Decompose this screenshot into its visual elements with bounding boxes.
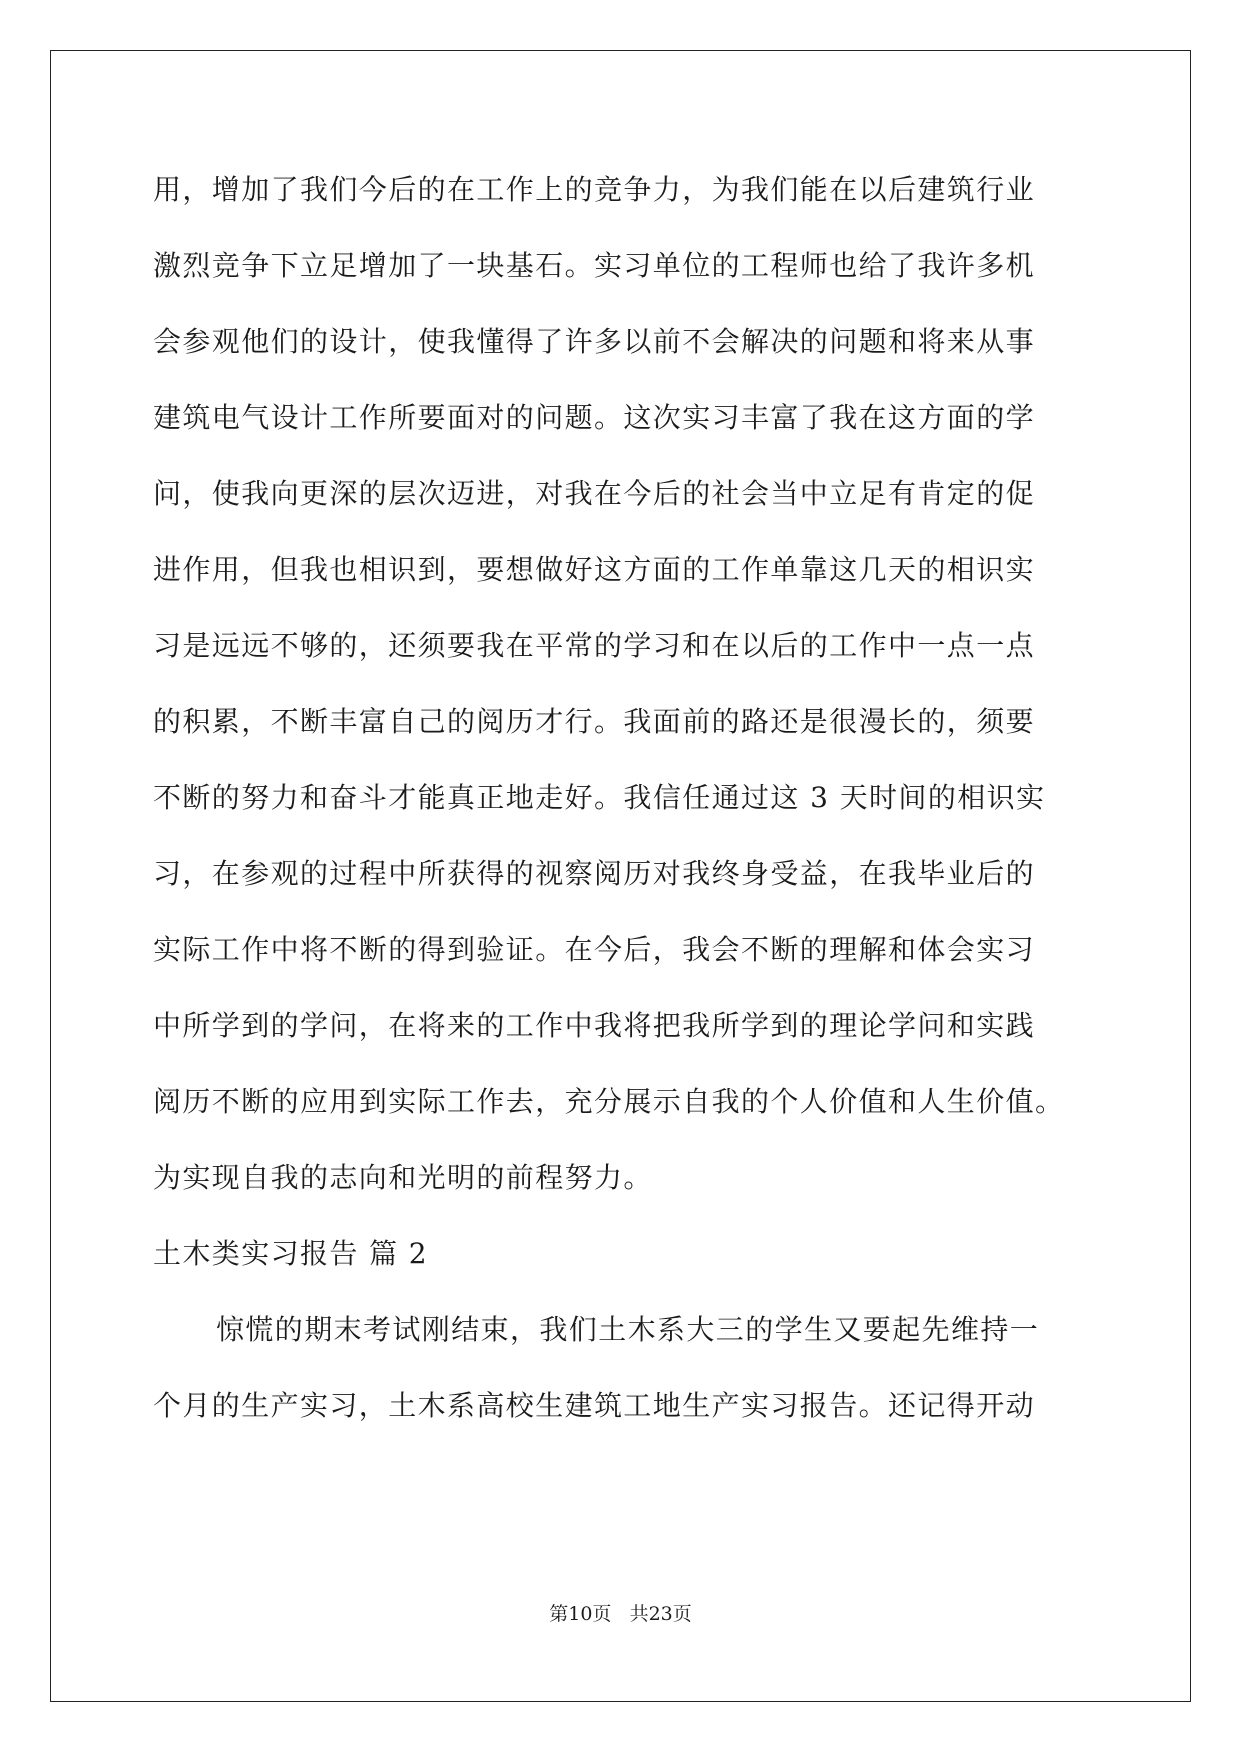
body-line: 激烈竞争下立足增加了一块基石。实习单位的工程师也给了我许多机: [153, 249, 1036, 282]
body-line: 建筑电气设计工作所要面对的问题。这次实习丰富了我在这方面的学: [153, 401, 1036, 434]
page-total: 23: [648, 1603, 673, 1625]
body-line: 的积累，不断丰富自己的阅历才行。我面前的路还是很漫长的，须要: [153, 705, 1036, 738]
body-line: 惊慌的期末考试刚结束，我们土木系大三的学生又要起先维持一: [216, 1313, 1040, 1346]
page-prefix: 第: [549, 1603, 569, 1625]
total-prefix: 共: [629, 1603, 649, 1625]
body-line: 会参观他们的设计，使我懂得了许多以前不会解决的问题和将来从事: [153, 325, 1036, 358]
body-line: 个月的生产实习，土木系高校生建筑工地生产实习报告。还记得开动: [153, 1389, 1036, 1422]
body-line: 中所学到的学问，在将来的工作中我将把我所学到的理论学问和实践: [153, 1009, 1036, 1042]
body-line: 用，增加了我们今后的在工作上的竞争力，为我们能在以后建筑行业: [153, 173, 1036, 206]
section-heading: 土木类实习报告 篇 2: [153, 1237, 429, 1270]
body-line: 阅历不断的应用到实际工作去，充分展示自我的个人价值和人生价值。: [153, 1085, 1065, 1118]
body-line: 不断的努力和奋斗才能真正地走好。我信任通过这 3 天时间的相识实: [153, 781, 1046, 814]
page-number-footer: [0, 1602, 1241, 1626]
page-current: 10: [568, 1603, 593, 1625]
body-line: 进作用，但我也相识到，要想做好这方面的工作单靠这几天的相识实: [153, 553, 1036, 586]
total-suffix: 页: [672, 1603, 692, 1625]
body-line: 习是远远不够的，还须要我在平常的学习和在以后的工作中一点一点: [153, 629, 1036, 662]
page-suffix: 页: [592, 1603, 612, 1625]
body-line: 习，在参观的过程中所获得的视察阅历对我终身受益，在我毕业后的: [153, 857, 1036, 890]
body-line: 为实现自我的志向和光明的前程努力。: [153, 1161, 653, 1194]
body-line: 实际工作中将不断的得到验证。在今后，我会不断的理解和体会实习: [153, 933, 1036, 966]
body-line: 问，使我向更深的层次迈进，对我在今后的社会当中立足有肯定的促: [153, 477, 1036, 510]
